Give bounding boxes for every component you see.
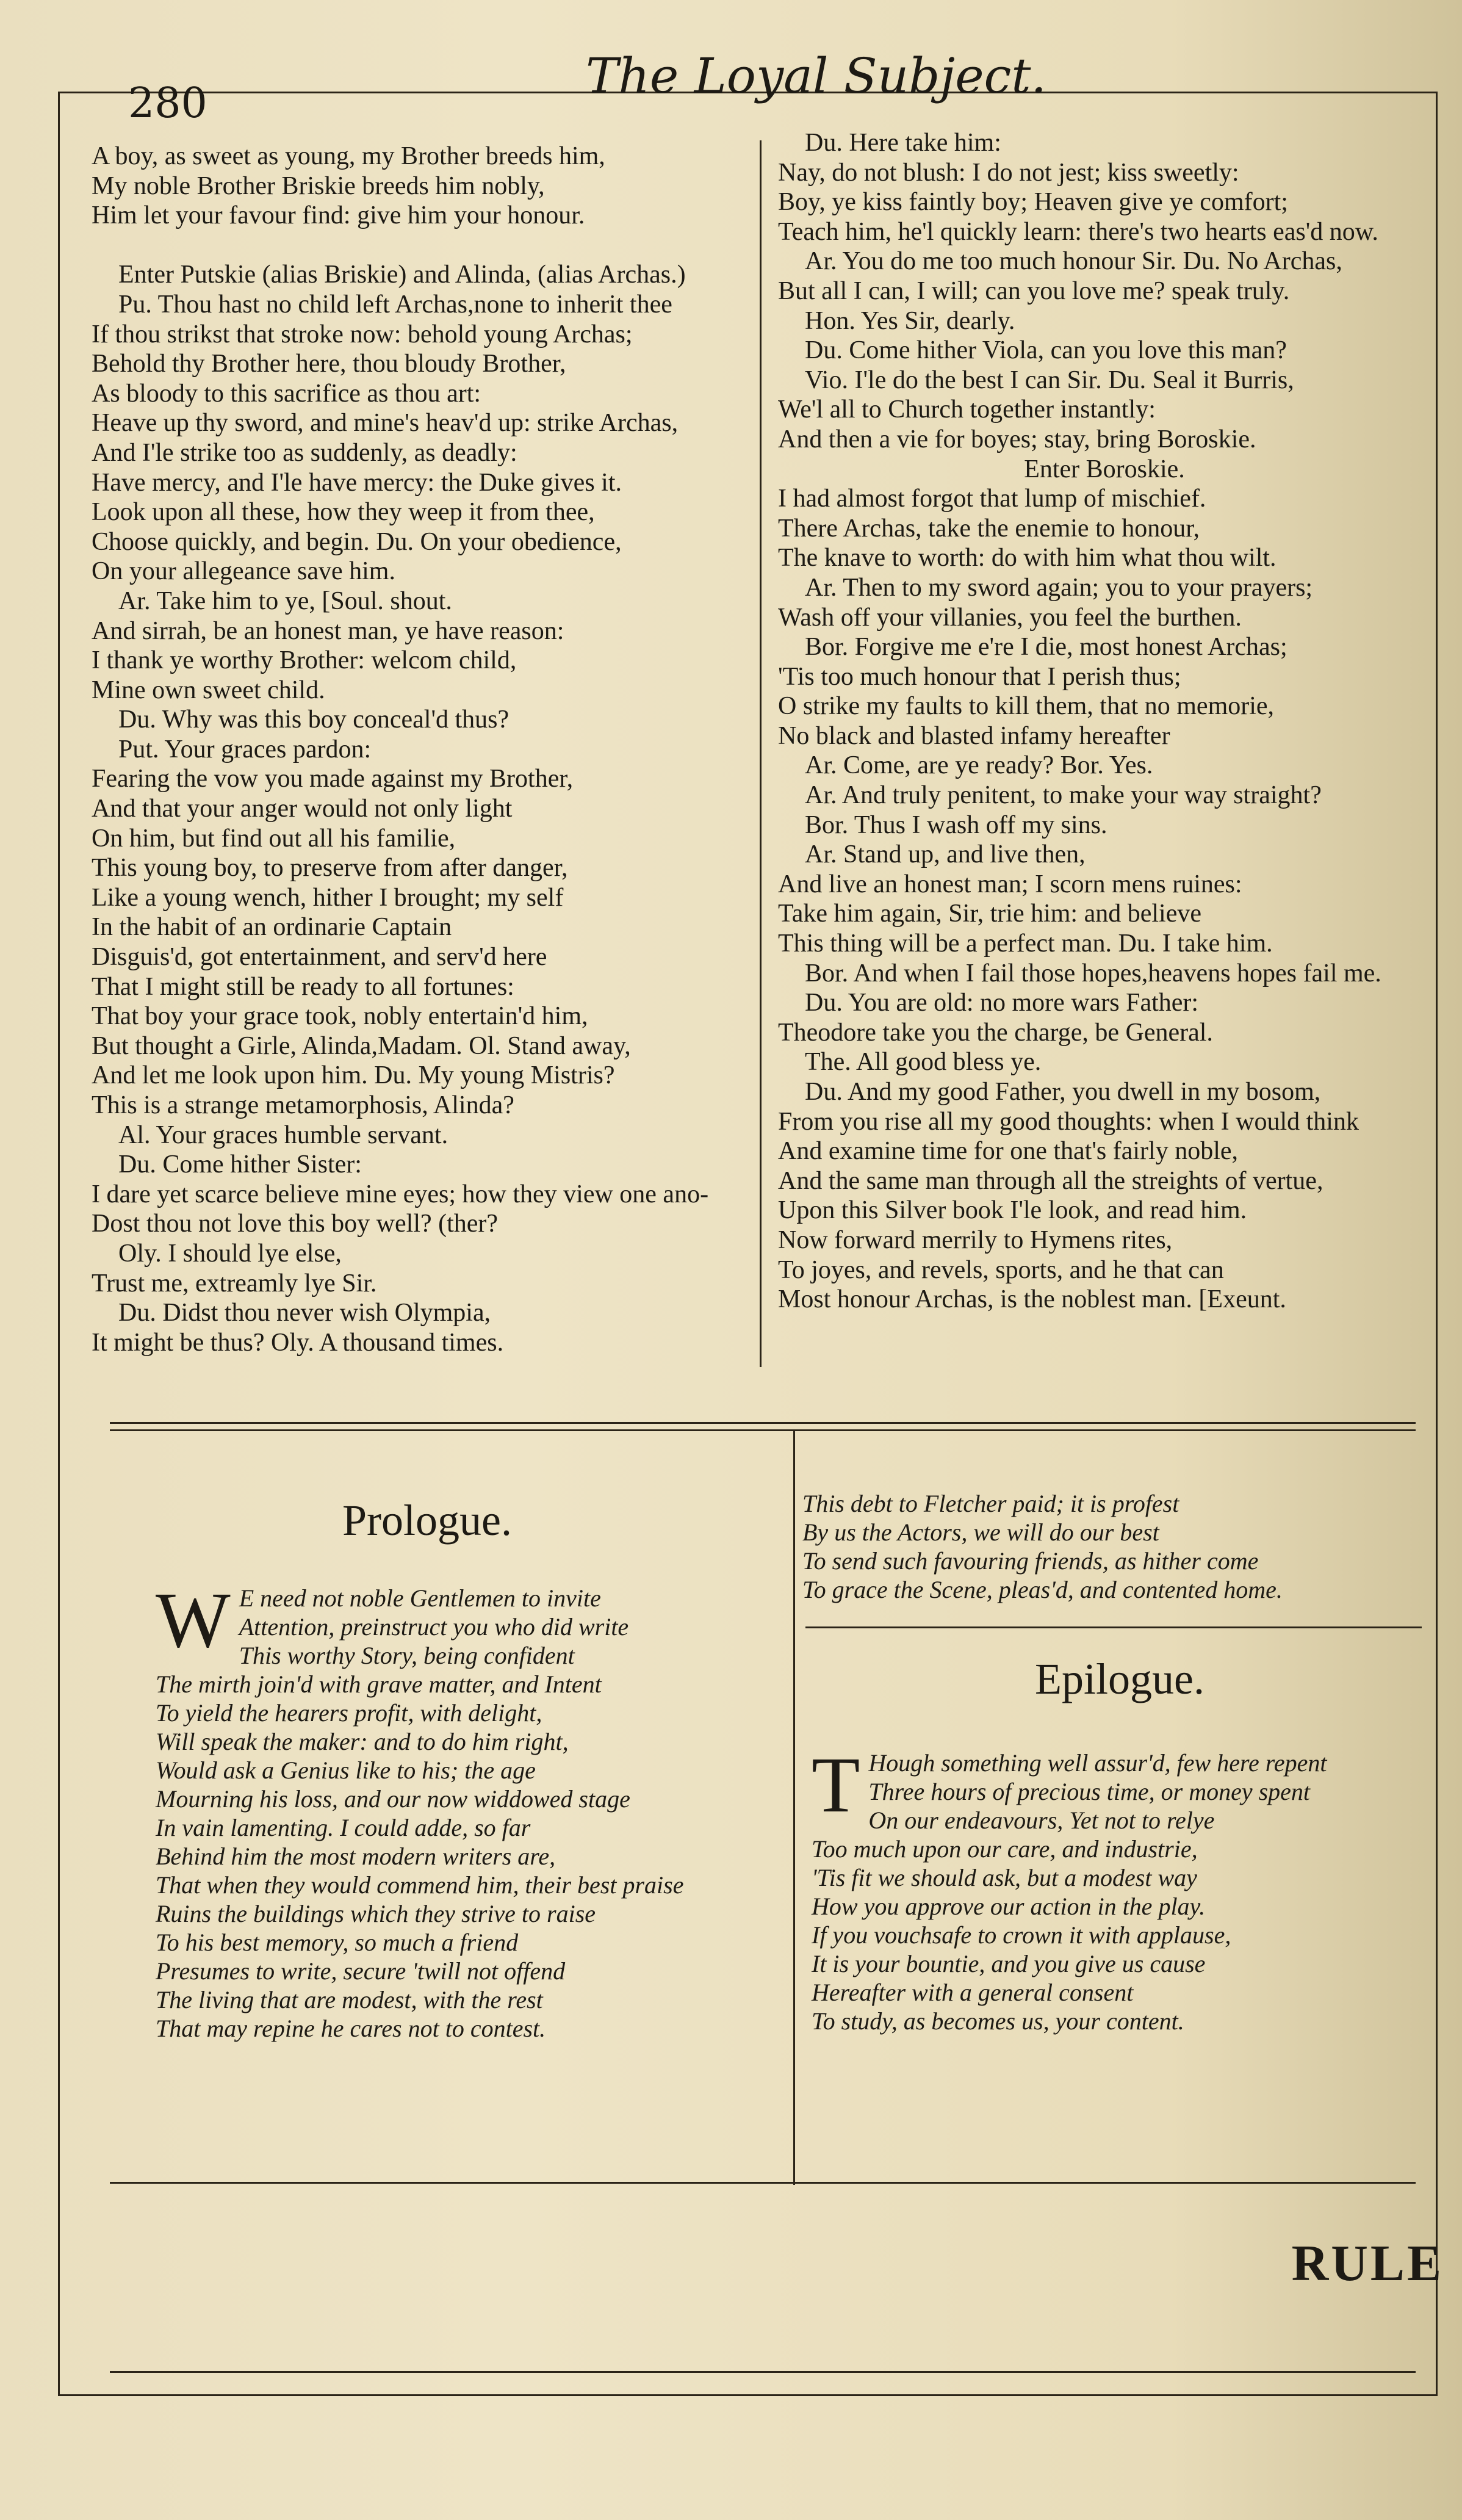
play-left-line: Al. Your graces humble servant. [118,1121,448,1149]
prologue-cont-line: To grace the Scene, pleas'd, and contented home. [802,1576,1283,1603]
play-right-line: 'Tis too much honour that I perish thus; [778,662,1181,691]
play-left-line: Disguis'd, got entertainment, and serv'd here [92,943,547,972]
play-right-line: To joyes, and revels, sports, and he that can [778,1255,1224,1284]
play-left-line: In the habit of an ordinarie Captain [92,913,452,942]
play-left-line: Enter Putskie (alias Briskie) and Alinda, (alias Archas.) [118,261,686,289]
lower-rule [110,2182,1416,2184]
play-left-line: A boy, as sweet as young, my Brother breeds him, [92,142,605,170]
prologue-line: Mourning his loss, and our now widdowed stage [156,1785,630,1813]
play-left-line: And that your anger would not only light [92,795,513,823]
play-left-line: Trust me, extreamly lye Sir. [92,1269,377,1298]
prologue-line: Attention, preinstruct you who did write [239,1613,629,1641]
play-right-line: Du. Come hither Viola, can you love this man? [805,336,1287,365]
play-left-line: And sirrah, be an honest man, ye have reason: [92,616,564,645]
prologue-line: Will speak the maker: and to do him right, [156,1728,569,1755]
play-text-right-column [778,128,1431,1315]
play-left-line: Heave up thy sword, and mine's heav'd up: strike Archas, [92,409,679,438]
play-right-line: Most honour Archas, is the noblest man. [Exeunt. [778,1285,1286,1314]
play-left-line: Choose quickly, and begin. Du. On your obedience, [92,527,622,556]
prologue-line: Presumes to write, secure 'twill not offend [156,1957,566,1985]
play-right-line: Bor. And when I fail those hopes,heavens hopes fail me. [805,959,1381,987]
play-right-line: Wash off your villanies, you feel the burthen. [778,603,1242,632]
play-left-line: Pu. Thou hast no child left Archas,none to inherit thee [118,290,672,319]
play-left-line: On your allegeance save him. [92,557,395,586]
play-left-line: If thou strikst that stroke now: behold young Archas; [92,320,633,348]
play-right-line: O strike my faults to kill them, that no memorie, [778,692,1275,721]
column-divider-play [760,140,762,1367]
section-rule [110,1422,1416,1424]
play-left-line: Like a young wench, hither I brought; my self [92,883,564,912]
play-right-line: Teach him, he'l quickly learn: there's two hearts eas'd now. [778,217,1378,246]
epilogue-line: Too much upon our care, and industrie, [812,1835,1198,1863]
epilogue-lines [812,1741,1422,2035]
play-right-line: Take him again, Sir, trie him: and believe [778,900,1202,928]
prologue-lines [156,1576,790,2043]
play-right-line: Theodore take you the charge, be General. [778,1018,1213,1047]
play-left-line: Ar. Take him to ye, [Soul. shout. [118,587,452,615]
prologue-cont-line: This debt to Fletcher paid; it is profest [802,1490,1179,1517]
play-right-line: Vio. I'le do the best I can Sir. Du. Seal it Burris, [805,366,1294,394]
play-left-line: That boy your grace took, nobly entertain'd him, [92,1002,588,1031]
prologue-line: That may repine he cares not to contest. [156,2015,546,2042]
play-left-line: Du. Come hither Sister: [118,1150,362,1179]
play-right-line: Enter Boroskie. [1024,455,1185,483]
play-right-line: And examine time for one that's fairly noble, [778,1137,1239,1166]
epilogue-title: Epilogue. [1035,1655,1205,1703]
epilogue-dropcap: T [812,1741,860,1829]
column-divider-prologue [793,1431,795,2185]
play-left-line: Put. Your graces pardon: [118,735,372,764]
play-left-line: Oly. I should lye else, [118,1239,342,1268]
play-left-line: Look upon all these, how they weep it from thee, [92,498,595,527]
epilogue-line: How you approve our action in the play. [812,1893,1206,1920]
play-left-line: Him let your favour find: give him your honour. [92,201,585,230]
epilogue-line: On our endeavours, Yet not to relye [868,1807,1215,1834]
epilogue-line: Three hours of precious time, or money spent [868,1778,1311,1805]
play-left-line: As bloody to this sacrifice as thou art: [92,379,481,408]
play-left-line: I thank ye worthy Brother: welcom child, [92,646,517,675]
play-right-line: The. All good bless ye. [805,1048,1042,1077]
prologue-line: The mirth join'd with grave matter, and Intent [156,1670,602,1698]
play-right-line: I had almost forgot that lump of mischief. [778,485,1206,513]
page-number: 280 [128,79,207,128]
play-right-line: Now forward merrily to Hymens rites, [778,1226,1173,1254]
play-left-line: Mine own sweet child. [92,676,325,704]
play-left-line: And I'le strike too as suddenly, as deadly: [92,438,517,467]
epilogue-line: 'Tis fit we should ask, but a modest way [812,1864,1197,1891]
prologue-line: In vain lamenting. I could adde, so far [156,1814,531,1841]
section-rule-2 [110,1429,1416,1431]
play-left-line: Behold thy Brother here, thou bloudy Brother, [92,350,566,378]
play-right-line: Ar. Stand up, and live then, [805,840,1086,869]
prologue-line: E need not noble Gentlemen to invite [239,1584,601,1612]
play-left-line: Fearing the vow you made against my Brother, [92,765,574,793]
epilogue-text [812,1741,1422,2035]
play-left-line: Dost thou not love this boy well? (ther? [92,1210,499,1238]
play-right-line: But all I can, I will; can you love me? speak truly. [778,276,1290,305]
play-left-line: My noble Brother Briskie breeds him nobly, [92,171,545,200]
play-left-line: But thought a Girle, Alinda,Madam. Ol. Stand away, [92,1031,631,1060]
play-right-line: We'l all to Church together instantly: [778,395,1156,424]
play-right-line: Ar. Come, are ye ready? Bor. Yes. [805,751,1153,780]
prologue-line: This worthy Story, being confident [239,1642,575,1669]
prologue-line: The living that are modest, with the rest [156,1986,543,2013]
play-right-line: No black and blasted infamy hereafter [778,721,1170,750]
prologue-cont-line: To send such favouring friends, as hither come [802,1547,1259,1575]
prologue-dropcap: W [156,1576,231,1664]
play-left-line: And let me look upon him. Du. My young Mistris? [92,1061,615,1090]
play-left-line: I dare yet scarce believe mine eyes; how they view one ano- [92,1180,709,1208]
prologue-cont-line: By us the Actors, we will do our best [802,1518,1159,1546]
epilogue-line: To study, as becomes us, your content. [812,2007,1184,2035]
play-right-line: Nay, do not blush: I do not jest; kiss sweetly: [778,158,1239,187]
play-right-line: Ar. And truly penitent, to make your way straight? [805,781,1322,810]
play-left-line [92,231,751,261]
play-right-line: Bor. Forgive me e're I die, most honest Archas; [805,633,1287,662]
play-right-line: There Archas, take the enemie to honour, [778,514,1200,543]
running-title: The Loyal Subject. [586,48,1046,104]
play-right-line: Hon. Yes Sir, dearly. [805,306,1015,335]
play-left-line: That I might still be ready to all fortunes: [92,972,514,1001]
epilogue-rule [805,1626,1422,1628]
prologue-title: Prologue. [342,1496,512,1545]
play-left-line: Du. Why was this boy conceal'd thus? [118,706,510,734]
play-left-line: Have mercy, and I'le have mercy: the Duke gives it. [92,468,622,497]
play-right-line: Bor. Thus I wash off my sins. [805,811,1107,839]
play-right-line: Ar. You do me too much honour Sir. Du. No Archas, [805,247,1342,276]
epilogue-line: If you vouchsafe to crown it with applause, [812,1921,1231,1949]
play-right-line: Du. You are old: no more wars Father: [805,989,1199,1017]
play-left-line: This is a strange metamorphosis, Alinda? [92,1091,514,1119]
play-left-line: This young boy, to preserve from after danger, [92,854,568,883]
play-right-line: Boy, ye kiss faintly boy; Heaven give ye comfort; [778,188,1288,217]
prologue-line: Would ask a Genius like to his; the age [156,1756,536,1784]
epilogue-line: Hereafter with a general consent [812,1979,1134,2006]
play-right-line: From you rise all my good thoughts: when I would think [778,1107,1359,1136]
play-left-line: Du. Didst thou never wish Olympia, [118,1299,491,1327]
prologue-text [156,1576,790,2043]
epilogue-line: It is your bountie, and you give us cause [812,1950,1206,1977]
play-right-line: The knave to worth: do with him what thou wilt. [778,544,1277,572]
play-text-left-column [92,142,751,1357]
play-right-line: And then a vie for boyes; stay, bring Boroskie. [778,425,1256,453]
prologue-continuation [802,1489,1413,1604]
catchword: RULE [1291,2235,1444,2292]
lower-rule-2 [110,2371,1416,2373]
play-right-line: Upon this Silver book I'le look, and read him. [778,1196,1247,1225]
epilogue-line: Hough something well assur'd, few here repent [868,1749,1327,1777]
play-right-line: Du. And my good Father, you dwell in my bosom, [805,1078,1321,1106]
prologue-line: Behind him the most modern writers are, [156,1843,556,1870]
play-right-line: This thing will be a perfect man. Du. I take him. [778,930,1273,958]
play-right-line: And the same man through all the streights of vertue, [778,1166,1323,1195]
play-left-line: It might be thus? Oly. A thousand times. [92,1328,504,1357]
prologue-line: To yield the hearers profit, with delight, [156,1699,542,1727]
play-right-line: Du. Here take him: [805,129,1001,157]
play-right-line: And live an honest man; I scorn mens ruines: [778,870,1242,898]
prologue-line: To his best memory, so much a friend [156,1929,519,1956]
play-left-line: On him, but find out all his familie, [92,824,456,853]
prologue-line: That when they would commend him, their best praise [156,1871,684,1899]
prologue-line: Ruins the buildings which they strive to raise [156,1900,596,1927]
play-right-line: Ar. Then to my sword again; you to your prayers; [805,573,1313,602]
